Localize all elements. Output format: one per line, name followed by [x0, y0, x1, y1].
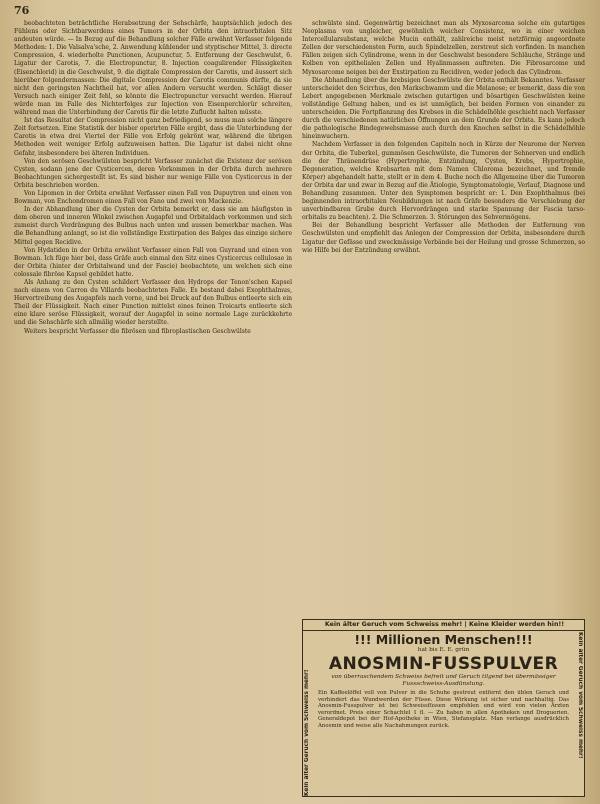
ad-banner: Kein älter Geruch vom Schweiss mehr! | Keine Kleider werden hin!! [303, 620, 585, 631]
paragraph: Nachdem Verfasser in den folgenden Capiteln noch in Kürze der Neurome der Nerven der Orbita, die Tuberkel, gummösen Geschwülste, die Tumoren der Sehnerven und endlich die der Thränendrüse (Hypertrophie, Entzündung, Cysten, Krebs, Hypertrophie, Degeneration, welche Krebsarten mit dem Namen Chloroma bezeichnet, und fremde Körper) abgehandelt hatte, stellt er in dem 4. Buche noch die Allgemeine über die Tumoren der Orbita dar und zwar in Bezug auf die Ätiologie, Symptomatologie, Verlauf, Diagnose und Behandlung zusammen. Unter den Symptomen bespricht er: 1. Den Exophthalmus (bei beginnenden intraorbitalen Neubildungen ist nach Gräfe besonders die Verschiebung der unverbindbaren Grube durch Hervordrängen und starke Spannung der Fascia tarso-orbitalis zu beachten). 2. Die Schmerzen. 3. Störungen des Sehvermögens. [302, 141, 585, 222]
advertisement-box [302, 619, 585, 797]
ad-body-text: Ein Kaffeelöffel voll von Pulver in die Schuhe gestreut entfernt den üblen Geruch und verhindert das Wundwerden der Füsse. Diese Wirkung ist sicher und nachhaltig. Das Anosmin-Fusspulver ist bei Schweissfüssen empfohlen und wird von vielen Ärzten verordnet. Preis einer Schachtel 1 fl. — Zu haben in allen Apotheken und Droguerien. Generaldepot bei der Hof-Apotheke in Wien, Stefansplatz. Man verlange ausdrücklich Anosmin und weise alle Nachahmungen zurück. [318, 690, 569, 729]
paragraph: Die Abhandlung über die krebsigen Geschwülste der Orbita enthält Bekanntes. Verfasser unterscheidet den Scirrhus, den Markschwamm und die Melanose; er bemerkt, dass die von Lebert angegebenen Merkmale zwischen gutartigen und bösartigen Geschwülsten keine vollständige Geltung haben, und es ist unmöglich, bei beiden Formen von einander zu unterscheiden. Die Fortpflanzung des Krebses in die Schädelhöhle geschieht nach Verfasser durch die verschiedenen natürlichen Öffnungen an dem Grunde der Orbita. Es kann jedoch die pathologische Bindegewebsmasse auch durch den Knochen selbst in die Schädelhöhle hineinwuchern. [302, 76, 585, 141]
paragraph: Als Anhang zu den Cysten schildert Verfasser den Hydrops der Tenon'schen Kapsel nach einem von Carron du Villards beobachteten Falle. Es bestand dabei Exophthalmus, Hervortreibung des Augapfels nach vorne, und bei Druck auf den Bulbus entleerte sich ein Theil der Flüssigkeit. Nach einer Punction mittelst eines feinen Troicarts entleerte sich eine klare seröse Flüssigkeit, worauf der Augapfel in seine normale Lage zurückkehrte und die Sehschärfe sich allmälig wieder herstellte. [14, 279, 292, 327]
paragraph: Von den serösen Geschwülsten bespricht Verfasser zunächst die Existenz der serösen Cysten, sodann jene der Cysticercen, deren Vorkommen in der Orbita durch mehrere Beobachtungen sichergestellt ist. Es sind bisher nur wenige Fälle von Cysticercus in der Orbita beschrieben worden. [14, 157, 292, 189]
paragraph: Von Lipomen in der Orbita erwähnt Verfasser einen Fall von Dupuytren und einen von Bowman, von Enchondromen einen Fall von Fano und zwei von Mackenzie. [14, 189, 292, 206]
ad-tagline: von überraschendem Schweiss befreit und Geruch tilgend bei übermässiger Fussschweiss-Ausdünstung. [331, 674, 556, 687]
ad-product-name: ANOSMIN-FUSSPULVER [328, 654, 559, 674]
ad-side-text-right: Kein älter Geruch vom Schweiss mehr! [577, 632, 583, 759]
paragraph: In der Abhandlung über die Cysten der Orbita bemerkt er, dass sie am häufigsten in dem oberen und inneren Winkel zwischen Augapfel und Orbitaldach vorkommen und sich zumeist durch Verdrängung des Bulbus nach unten und aussen bemerkbar machen. Was die Behandlung anlangt, so ist die vollständige Exstirpation des Balges das einzige sichere Mittel gegen Recidive. [14, 206, 292, 246]
paragraph: Von Hydatiden in der Orbita erwähnt Verfasser einen Fall von Guyrand und einen von Bowman. Ich füge hier bei, dass Gräfe auch einmal den Sitz eines Cysticercus cellulosae in der Orbita (hinter der Orbitalwand und der Fascie) beobachtete, um welchen sich eine colossale fibröse Kapsel gebildet hatte. [14, 246, 292, 278]
ad-content [316, 632, 571, 796]
left-column [14, 20, 292, 796]
ad-subline: hat bis E. E. grün [417, 647, 470, 653]
paragraph: schwülste sind. Gegenwärtig bezeichnet man als Myxosarcoma solche ein gutartiges Neoplasma von ungleicher, gewöhnlich weicher Consistenz, wo in einer weichen Intercellularsubstanz, welche Mucin enthält, zahlreiche meist netzförmig angeordnete Zellen der verschiedensten Form, auch Spindelzellen, zerstreut sich vorfinden. In manchen Fällen zeigen sich Cylindrome, wenn in der Geschwulst besondere Schläuche, Stränge und Kolben von epithelialen Zellen und Hyalinmassen auftreten. Die Fibrosarcome und Myxosarcome neigen bei der Exstirpation zu Recidiven, weder jedoch das Cylindrom. [302, 20, 585, 76]
paragraph: Bei der Behandlung bespricht Verfasser alle Methoden der Entfernung von Geschwülsten und empfiehlt das Anlegen der Compression der Orbita, insbesondere durch Ligatur der Gefässe und zweckmässige Verbände bei der Heilung und grosse Schmerzen, so wie Hilfe bei der Entzündung erwähnt. [302, 222, 585, 254]
right-column [302, 20, 585, 616]
page-number: 76 [14, 4, 30, 17]
paragraph: Weiters bespricht Verfasser die fibrösen und fibroplastischen Geschwülste [24, 327, 251, 335]
ad-side-text-left: Kein älter Geruch vom Schweiss mehr! [304, 669, 310, 796]
paragraph: Ist das Resultat der Compression nicht ganz befriedigend, so muss man solche längere Zeit fortsetzen. Eine Statistik der bisher operirten Fälle ergibt, dass die Unterbindung der Carotis in etwa drei Viertel der Fälle von Erfolg gekrönt war, während die übrigen Methoden weit weniger Erfolg aufzuweisen hatten. Die Ligatur ist dabei nicht ohne Gefahr, insbesondere bei älteren Individuen. [14, 117, 292, 157]
ad-headline: !!! Millionen Menschen!!! [354, 632, 533, 647]
paragraph: beobachteten beträchtliche Herabsetzung der Sehschärfe, hauptsächlich jedoch des Fühlens oder Sichtbarwerdens eines Tumors in der Orbita den intraorbitalen Sitz andeuten würde. — In Bezug auf die Behandlung solcher Fälle erwähnt Verfasser folgende Methoden: 1. Die Valsalva'sche, 2. Anwendung kühlender und styptischer Mittel, 3. directe Compression, 4. wiederholte Punctionen, Acupunctur, 5. Entfernung der Geschwulst, 6. Ligatur der Carotis, 7. die Electropunctur, 8. Injection coagulirender Flüssigkeiten (Eisenchlorid) in die Geschwulst, 9. die digitale Compression der Carotis, und äussert sich hierüber folgendermassen: Die digitale Compression der Carotis communis dürfte, da sie nicht den geringsten Nachtheil hat, vor allen Andern versucht werden. Schlägt dieser Versuch nach einiger Zeit fehl, so könnte die Electropunctur versucht werden. Hierauf würde man im Falle des Nichterfolges zur Injection von Eisenperchlorür schreiten, während man die Unterbindung der Carotis für die letzte Zuflucht halten müsste. [14, 20, 292, 117]
